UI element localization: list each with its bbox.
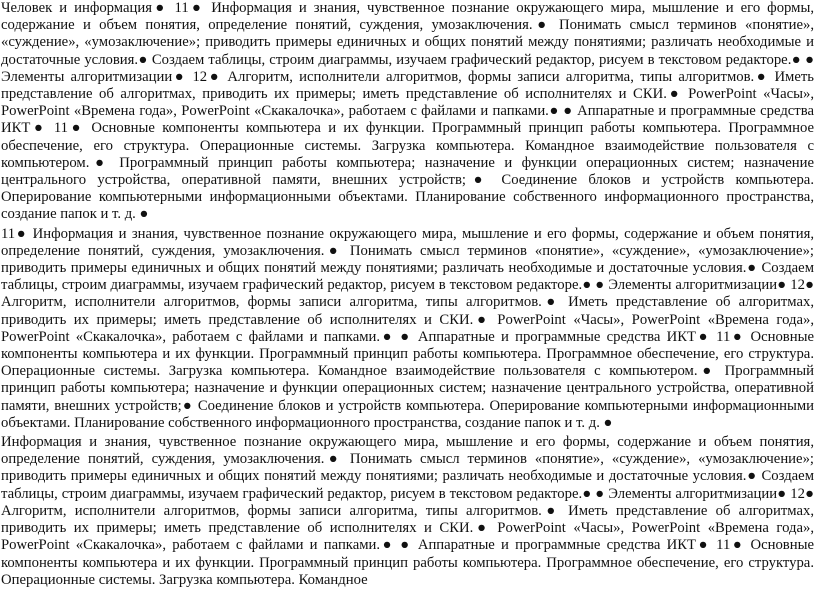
paragraph-1: Человек и информация● 11● Информация и знания, чувственное познание окружающего мира, мышление и его формы, содержание и объем понятия, определение понятий, суждения, умозаключения.● Понимать смысл терминов «понятие», «суждение», «умозаключение»; приводить примеры единичных и общих понятий между понятиями; различать необходимые и достаточные условия.● Создаем таблицы, строим диаграммы, изучаем графический редактор, рисуем в текстовом редакторе.● ● Элементы алгоритмизации● 12● Алгоритм, исполнители алгоритмов, формы записи алгоритма, типы алгоритмов.● Иметь представление об алгоритмах, приводить их примеры; иметь представление об исполнителях и СКИ.● PowerPoint «Часы», PowerPoint «Времена года», PowerPoint «Скакалочка», работаем с файлами и папками.● ● Аппаратные и программные средства ИКТ● 11● Основные компоненты компьютера и их функции. Программный принцип работы компьютера. Программное обеспечение, его структура. Операционные системы. Загрузка компьютера. Командное взаимодействие пользователя с компьютером.● Программный принцип работы компьютера; назначение и функции операционных систем; назначение центрального устройства, оперативной памяти, внешних устройств;● Соединение блоков и устройств компьютера. Оперирование компьютерными информационными объектами. Планирование собственного информационного пространства, создание папок и т. д. ●	[1, 0, 814, 223]
paragraph-3: Информация и знания, чувственное познание окружающего мира, мышление и его формы, содержание и объем понятия, определение понятий, суждения, умозаключения.● Понимать смысл терминов «понятие», «суждение», «умозаключение»; приводить примеры единичных и общих понятий между понятиями; различать необходимые и достаточные условия.● Создаем таблицы, строим диаграммы, изучаем графический редактор, рисуем в текстовом редакторе.● ● Элементы алгоритмизации● 12● Алгоритм, исполнители алгоритмов, формы записи алгоритма, типы алгоритмов.● Иметь представление об алгоритмах, приводить их примеры; иметь представление об исполнителях и СКИ.● PowerPoint «Часы», PowerPoint «Времена года», PowerPoint «Скакалочка», работаем с файлами и папками.● ● Аппаратные и программные средства ИКТ● 11● Основные компоненты компьютера и их функции. Программный принцип работы компьютера. Программное обеспечение, его структура. Операционные системы. Загрузка компьютера. Командное	[1, 434, 814, 588]
paragraph-2: 11● Информация и знания, чувственное познание окружающего мира, мышление и его формы, содержание и объем понятия, определение понятий, суждения, умозаключения.● Понимать смысл терминов «понятие», «суждение», «умозаключение»; приводить примеры единичных и общих понятий между понятиями; различать необходимые и достаточные условия.● Создаем таблицы, строим диаграммы, изучаем графический редактор, рисуем в текстовом редакторе.● ● Элементы алгоритмизации● 12● Алгоритм, исполнители алгоритмов, формы записи алгоритма, типы алгоритмов.● Иметь представление об алгоритмах, приводить их примеры; иметь представление об исполнителях и СКИ.● PowerPoint «Часы», PowerPoint «Времена года», PowerPoint «Скакалочка», работаем с файлами и папками.● ● Аппаратные и программные средства ИКТ● 11● Основные компоненты компьютера и их функции. Программный принцип работы компьютера. Программное обеспечение, его структура. Операционные системы. Загрузка компьютера. Командное взаимодействие пользователя с компьютером.● Программный принцип работы компьютера; назначение и функции операционных систем; назначение центрального устройства, оперативной памяти, внешних устройств;● Соединение блоков и устройств компьютера. Оперирование компьютерными информационными объектами. Планирование собственного информационного пространства, создание папок и т. д. ●	[1, 225, 814, 431]
